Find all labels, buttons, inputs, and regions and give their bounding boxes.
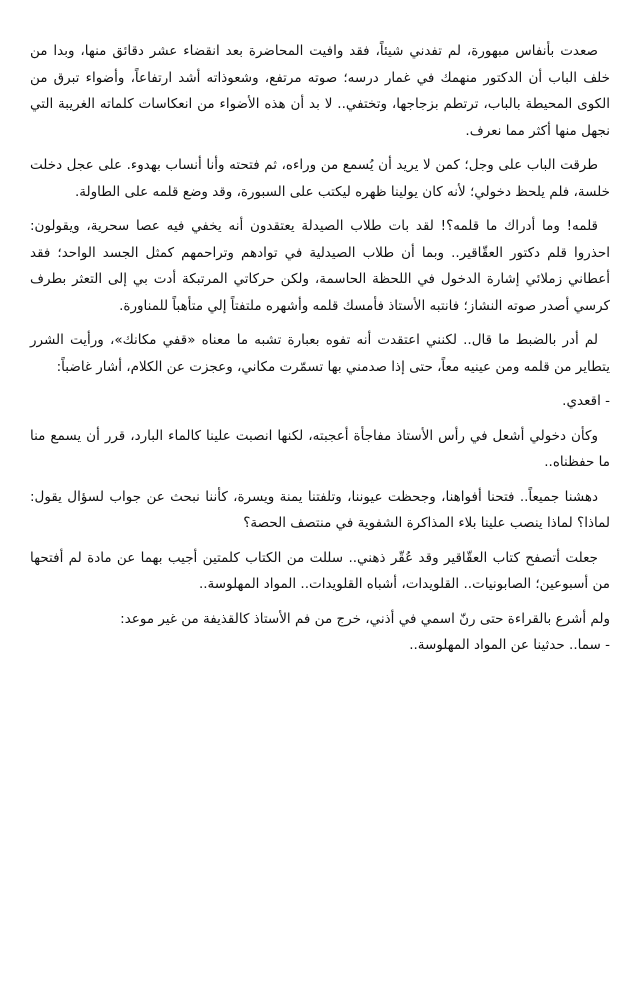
- paragraph-5: وكأن دخولي أشعل في رأس الأستاذ مفاجأة أعجبته، لكنها انصبت علينا كالماء البارد، قرر أن يسمع منا ما حفظناه..: [30, 427, 610, 470]
- dialogue-line-2: - سما.. حدثينا عن المواد المهلوسة..: [409, 637, 610, 653]
- paragraph-1: صعدت بأنفاس مبهورة، لم تفدني شيئاً، فقد وافيت المحاضرة بعد انقضاء عشر دقائق منها، وبدا من خلف الباب أن الدكتور منهمك في غمار درسه؛ صوته مرتفع، وشعوذاته أشد ارتفاعاً، وأضواء تبرق من الكوى المحيطة بالباب، ترتطم بزجاجها، وتختفي.. لا بد أن هذه الأضواء من انعكاسات كلماته الغريبة التي نجهل منها أكثر مما نعرف.: [30, 43, 610, 139]
- paragraph-4: لم أدر بالضبط ما قال.. لكنني اعتقدت أنه تفوه بعبارة تشبه ما معناه «قفي مكانك»، ورأيت الشرر يتطاير من قلمه ومن عينيه معاً، حتى إذا صدمني بها تسمّرت مكاني، وعجزت عن الكلام، أشار غاضباً:: [30, 332, 610, 375]
- paragraph-2: طرقت الباب على وجل؛ كمن لا يريد أن يُسمع من وراءه، ثم فتحته وأنا أنساب بهدوء. على عجل دخلت خلسة، فلم يلحظ دخولي؛ لأنه كان يولينا ظهره ليكتب على السبورة، وقد وضع قلمه على الطاولة.: [30, 157, 610, 200]
- paragraph-7: جعلت أتصفح كتاب العقّاقير وقد عُقّر ذهني.. سللت من الكتاب كلمتين أجيب بهما عن مادة لم أفتحها من أسبوعين؛ الصابونيات.. القلويدات، أشباه القلويدات.. المواد المهلوسة..: [30, 549, 610, 592]
- paragraph-3: قلمه! وما أدراك ما قلمه؟! لقد بات طلاب الصيدلة يعتقدون أنه يخفي فيه عصا سحرية، ويقولون: احذروا قلم دكتور العقّاقير.. وبما أن طلاب الصيدلية في توادهم وتراحمهم كمثل الجسد الواحد؛ فقد أعطاني زملائي إشارة الدخول في اللحظة الحاسمة، ولكن حركاتي المرتبكة أدت بي إلى التعثر بطرف كرسي أصدر صوته النشاز؛ فانتبه الأستاذ فأمسك قلمه وأشهره ملتفتاً إلي متأهباً للمناورة.: [30, 218, 610, 314]
- paragraph-8: ولم أشرع بالقراءة حتى رنّ اسمي في أذني، خرج من فم الأستاذ كالقذيفة من غير موعد:: [120, 610, 610, 627]
- paragraph-6: دهشنا جميعاً.. فتحنا أفواهنا، وجحظت عيوننا، وتلفتنا يمنة ويسرة، كأننا نبحث عن جواب لسؤال يقول: لماذا؟ لماذا ينصب علينا بلاء المذاكرة الشفوية في منتصف الحصة؟: [30, 488, 610, 531]
- dialogue-line-1: - اقعدي.: [562, 393, 610, 409]
- article-body: [30, 38, 610, 659]
